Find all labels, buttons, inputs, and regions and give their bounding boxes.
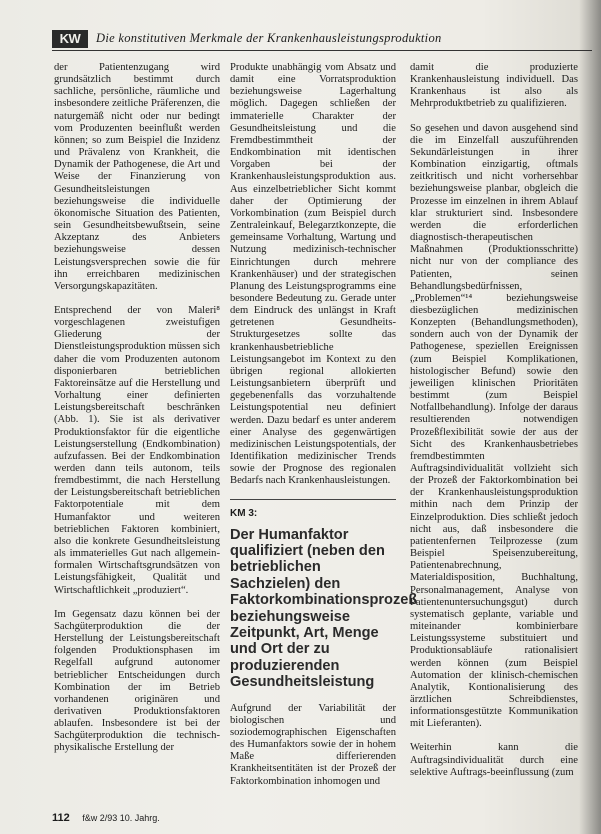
key-statement-title: Der Humanfaktor qualifiziert (neben den betrieblichen Sachzielen) den Faktorkombinationsprozeß beziehungsweise Zeitpunkt, Art, Menge und Ort der zu produzierenden Gesundheitsleistung: [230, 526, 418, 691]
text-column-3: [410, 62, 578, 791]
page-footer: [52, 812, 592, 824]
paragraph: So gesehen und davon ausgehend sind die im Einzelfall auszuführenden Sekundärleistungen in ihrer Kombination einzigartig, oftmals zeitkritisch und nicht vorhersehbar beziehungsweise planbar, obgleich die Prozesse im einzelnen in ihrem Ablauf klar strukturiert sind. Insbesondere werden die erforderlichen diagnostisch-therapeutischen Maßnahmen (Produktionsschritte) nicht nur von der compliance des Patienten, seinen Behandlungsbedürfnissen, „Problemen“¹⁴ beziehungsweise diesbezüglichen medizinischen Konzepten (Behandlungsmethoden), sondern auch von der Dynamik der Pathogenese, speziellen Ereignissen (zum Beispiel Komplikationen, histologischer Befund) sowie den jeweiligen klinischen Prioritäten bestimmt (zum Beispiel Notfallbehandlung). Infolge der daraus resultierenden notwendigen Prozeßflexibilität sowie der aus der Sicht des Krankenhausbetriebes fremdbestimmten Auftragsindividualität vollzieht sich der Prozeß der Faktorkombination bei der Krankenhausleistungsproduktion mithin nach dem Prinzip der Einzelproduktion. Dies schließt jedoch nicht aus, daß insbesondere die patientenfernen Teilprozesse (zum Beispiel Speisenzubereitung, Patientenabrechnung, Materialdisposition, Buchhaltung, Personalmanagement, Analyse von Patientenuntersuchungsgut) durch systematisch geplante, variable und miteinander kombinierbare Leistungssysteme substituiert und Produktionsabläufe rationalisiert werden können (zum Beispiel Automation der klinisch-chemischen Analytik, Kontionalisierung des ärztlichen Schreibdienstes, informationsgestützte Kommunikation mit Lieferanten).: [410, 122, 578, 730]
journal-logo: KW: [52, 30, 88, 48]
text-column-2: [230, 62, 418, 800]
paragraph: Produkte unabhängig vom Absatz und damit eine Vorratsproduktion beziehungsweise Lagerhaltung möglich. Dagegen schließen der immaterielle Charakter der Gesundheitsleistung und die Fremdbestimmtheit der Endkombination mit identischen Vorgaben bei der Krankenhausleistungsproduktion aus. Aus einzelbetrieblicher Sicht kommt daher der Optimierung der Vorkombination (zum Beispiel durch Zentraleinkauf, Belegarztkonzepte, die gemeinsame Vorhaltung, Wartung und Nutzung medizinisch-technischer Einrichtungen durch mehrere Krankenhäuser) und der strategischen Planung des Leistungsprogramms eine besondere Bedeutung zu. Gerade unter dem Eindruck des unlängst in Kraft getretenen Gesundheits-Strukturgesetzes sollte das krankenhausbetriebliche Leistungsangebot im Kontext zu den übrigen regional allokierten Leistungsanbietern überprüft und gegebenenfalls das vorzuhaltende Leistungspotential neu definiert werden. Dazu bedarf es unter anderem einer Analyse des gegenwärtigen medizinischen Leistungspotentials, der Identifikation medizinischer Trends sowie der Prognose des regionalen Bedarfs nach Krankenhausleistungen.: [230, 62, 396, 487]
text-column-1: [54, 62, 220, 767]
footer-source: f&w 2/93 10. Jahrg.: [82, 813, 160, 823]
page-edge-shadow: [579, 0, 601, 834]
paragraph: der Patientenzugang wird grundsätzlich bestimmt durch sachliche, persönliche, räumliche und insbesondere zeitliche Präferenzen, die naturgemäß nicht oder nur bedingt vom Produzenten beeinflußt werden können; so zum Beispiel die Inzidenz und Prävalenz von Krankheit, die Dynamik der Pathogenese, die Art und Weise der Finanzierung von Gesundheitsleistungen beziehungsweise die individuelle ökonomische Situation des Patienten, sein Gesundheitsbewußtsein, seine Akzeptanz des Anbieters beziehungsweise dessen Leistungsversprechen sowie die für ihn erreichbaren medizinischen Versorgungskapazitäten.: [54, 62, 220, 292]
paragraph: Weiterhin kann die Auftragsindividualität durch eine selektive Auftrags-beeinflussung (zum: [410, 742, 578, 778]
page-number: 112: [52, 812, 70, 824]
key-statement-label: KM 3:: [230, 508, 258, 520]
running-header: [52, 30, 592, 51]
running-title: Die konstitutiven Merkmale der Krankenhausleistungsproduktion: [96, 31, 442, 45]
paragraph: Aufgrund der Variabilität der biologischen und soziodemographischen Eigenschaften des Humanfaktors sowie der in hohem Maße differierenden Krankheitsentitäten ist der Prozeß der Faktorkombination inhomogen und: [230, 702, 396, 787]
paragraph: damit die produzierte Krankenhausleistung individuell. Das Krankenhaus ist also als Mehrproduktbetrieb zu qualifizieren.: [410, 62, 578, 110]
key-statement-box: [230, 499, 418, 691]
paragraph: Entsprechend der von Maleri⁸ vorgeschlagenen zweistufigen Gliederung der Dienstleistungsproduktion müssen sich daher die vom Produzenten autonom disponierbaren betrieblichen Faktoreinsätze auf die Herstellung und Vorhaltung einer definierten Leistungsbereitschaft beschränken (Abb. 1). Sie ist als derivativer Produktionsfaktor für die eigentliche Leistungserstellung (Endkombination) aufzufassen. Bei der Endkombination werden dann teils autonom, teils fremdbestimmt, die nach Herstellung der Leistungsbereitschaft betrieblichen Faktorpotentiale mit dem Humanfaktor und weiteren betrieblichen Faktoren kombiniert, also die konkrete Gesundheitsleistung als immaterielles Gut nach allgemein-formalen Wirtschaftsgrundsätzen von Leistungsfähigkeit, Qualität und Wirtschaftlichkeit „produziert“.: [54, 304, 220, 596]
paragraph: Im Gegensatz dazu können bei der Sachgüterproduktion die der Herstellung der Leistungsbereitschaft folgenden Produktionsphasen im Regelfall aufgrund autonomer betrieblicher Entscheidungen durch Kombination der im Betrieb vorhandenen originären und derivativen Produktionsfaktoren ablaufen. Insbesondere ist bei der Sachgüterproduktion die technisch-physikalische Erstellung der: [54, 608, 220, 754]
